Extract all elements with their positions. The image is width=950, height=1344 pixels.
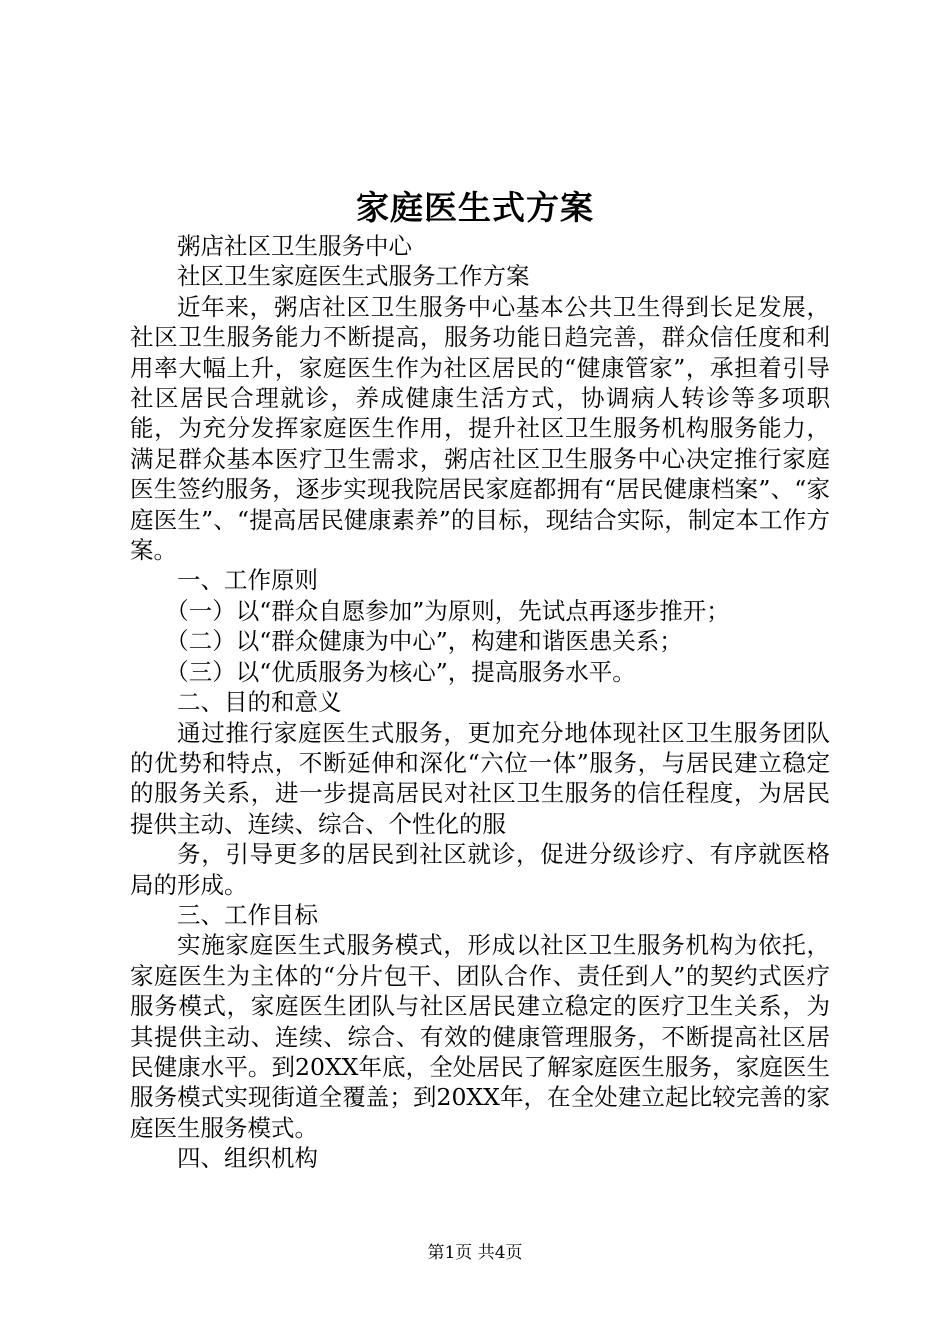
principle-item-1: （一）以“群众自愿参加”为原则，先试点再逐步推开；	[165, 596, 730, 625]
org-name: 粥店社区卫生服务中心	[177, 232, 412, 260]
section-heading-principles: 一、工作原则	[177, 566, 318, 595]
principle-item-3: （三）以“优质服务为核心”，提高服务水平。	[165, 657, 636, 686]
goals-paragraph: 实施家庭医生式服务模式，形成以社区卫生服务机构为依托，家庭医生为主体的“分片包干、团队合作、责任到人”的契约式医疗服务模式，家庭医生团队与社区居民建立稳定的医疗卫生关系，为其提供主动、连续、综合、有效的健康管理服务，不断提高社区居民健康水平。到20XX年底，全处居民了解家庭医生服务，家庭医生服务模式实现街道全覆盖；到20XX年，在全处建立起比较完善的家庭医生服务模式。	[130, 931, 830, 1142]
plan-subtitle: 社区卫生家庭医生式服务工作方案	[177, 262, 530, 291]
document-title: 家庭医生式方案	[356, 188, 594, 227]
purpose-paragraph: 通过推行家庭医生式服务，更加充分地体现社区卫生服务团队的优势和特点，不断延伸和深化“六位一体”服务，与居民建立稳定的服务关系，进一步提高居民对社区卫生服务的信任程度，为居民提供主动、连续、综合、个性化的服	[130, 718, 830, 838]
section-heading-goals: 三、工作目标	[177, 900, 318, 929]
document-body	[130, 231, 830, 1174]
section-heading-organization: 四、组织机构	[177, 1144, 318, 1173]
purpose-paragraph-continued: 务，引导更多的居民到社区就诊，促进分级诊疗、有序就医格局的形成。	[130, 840, 830, 899]
intro-paragraph: 近年来，粥店社区卫生服务中心基本公共卫生得到长足发展，社区卫生服务能力不断提高，服务功能日趋完善，群众信任度和利用率大幅上升，家庭医生作为社区居民的“健康管家”，承担着引导社区居民合理就诊，养成健康生活方式，协调病人转诊等多项职能，为充分发挥家庭医生作用，提升社区卫生服务机构服务能力，满足群众基本医疗卫生需求，粥店社区卫生服务中心决定推行家庭医生签约服务，逐步实现我院居民家庭都拥有“居民健康档案”、“家庭医生”、“提高居民健康素养”的目标，现结合实际，制定本工作方案。	[130, 292, 830, 565]
principle-item-2: （二）以“群众健康为中心”，构建和谐医患关系；	[165, 627, 683, 656]
page-footer: 第1页 共4页	[427, 1243, 523, 1263]
section-heading-purpose: 二、目的和意义	[177, 688, 342, 717]
